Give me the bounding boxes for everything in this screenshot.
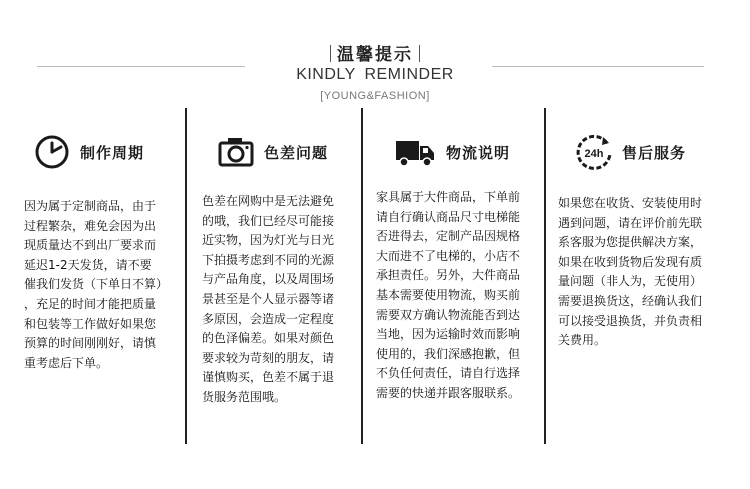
header-title-cn-text: 温馨提示	[337, 45, 413, 65]
column-title: 制作周期	[80, 143, 145, 162]
header-title-en: KINDLY REMINDER	[296, 66, 454, 83]
column-text: 家具属于大件商品，下单前 请自行确认商品尺寸电梯能 否进得去，定制产品因规格 大而进不了电梯的，小店不 承担责任。另外，大件商品 基本需要使用物流，购买前 需要双方确认物流能否到达 当地，因为运输时效而影响 使用的，我们深感抱歉，但 不负任何责任，请自行选择 需要的快递并跟客服联系。	[376, 190, 521, 400]
column-divider	[544, 108, 546, 444]
column-title: 物流说明	[446, 143, 511, 162]
column-color-difference	[216, 130, 328, 174]
column-header	[216, 130, 328, 174]
header-subtitle: [YOUNG&FASHION]	[320, 90, 430, 102]
column-divider	[185, 108, 187, 444]
column-title: 售后服务	[622, 143, 687, 162]
24h-badge: 24h	[584, 148, 604, 160]
header-title-cn	[0, 40, 750, 65]
column-header	[392, 130, 510, 174]
column-title: 色差问题	[264, 143, 329, 162]
truck-icon	[392, 132, 438, 172]
header	[0, 0, 750, 110]
camera-icon	[216, 132, 256, 172]
column-divider	[361, 108, 363, 444]
column-text: 色差在网购中是无法避免 的哦，我们已经尽可能接 近实物，因为灯光与日光 下拍摄考虑到不同的光源 与产品角度，以及周围场 景甚至是个人显示器等诸 多原因，会造成一定程度 的色泽偏差。如果对颜色 要求较为苛刻的朋友，请 谨慎购买，色差不属于退 货服务范围哦。	[202, 194, 335, 404]
column-production-cycle	[32, 130, 144, 174]
column-header	[32, 130, 144, 174]
column-text: 如果您在收货、安装使用时 遇到问题，请在评价前先联 系客服为您提供解决方案， 如果在收到货物后发现有质 量问题（非人为，无使用） 需要退换货这，经确认我们 可以接受退换货，并负责相 关费用。	[558, 196, 703, 348]
column-header	[574, 130, 686, 174]
24h-service-icon	[574, 132, 614, 172]
column-after-sales	[574, 130, 686, 174]
column-logistics	[392, 130, 510, 174]
column-text: 因为属于定制商品，由于 过程繁杂，难免会因为出 现质量达不到出厂要求而 延迟1-2天发货，请不要 催我们发货（下单日不算） ，充足的时间才能把质量 和包装等工作做好如果您 预算的时间刚刚好，请慎 重考虑后下单。	[24, 199, 169, 370]
title-bar-left	[330, 45, 331, 62]
clock-icon	[32, 132, 72, 172]
title-bar-right	[419, 45, 420, 62]
